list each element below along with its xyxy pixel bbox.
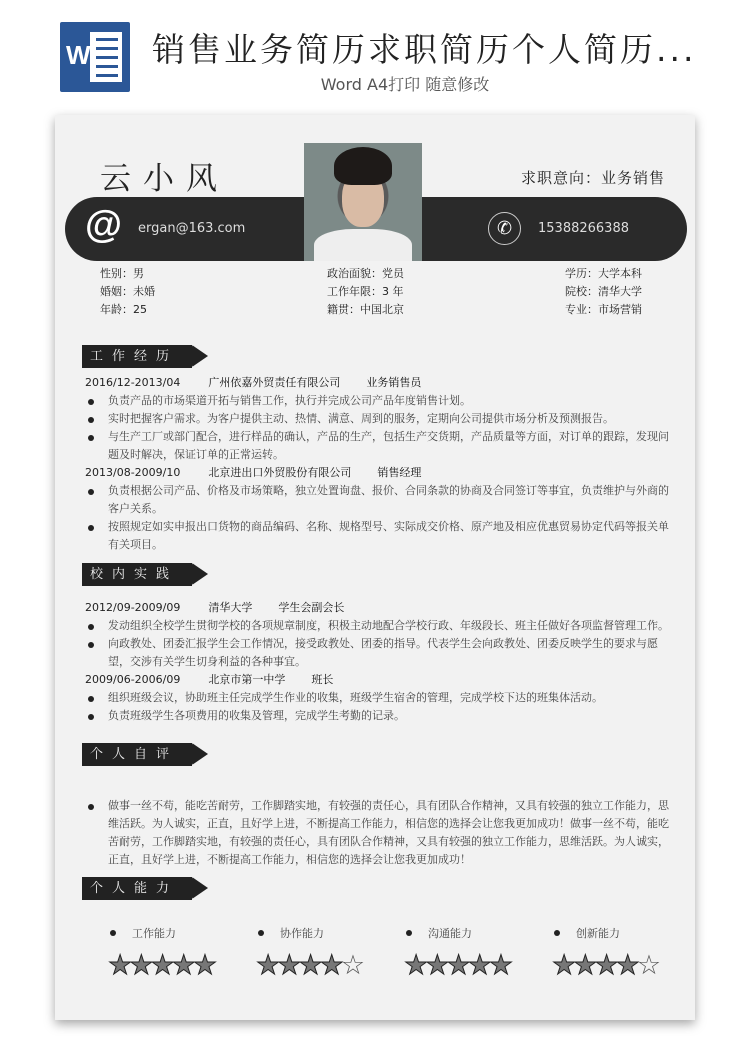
phone-text: 15388266388 [538,221,629,236]
entry-date: 2013/08-2009/10 [85,466,181,479]
info-political: 政治面貌：党员 [327,267,404,280]
entry-organization: 北京进出口外贸股份有限公司 [208,466,352,479]
info-school: 院校：清华大学 [565,285,642,298]
entry-organization: 北京市第一中学 [208,673,286,686]
section-work-title: 工作经历 [82,345,192,368]
star-filled-icon: ★ [171,950,193,981]
email-text: ergan@163.com [138,221,246,236]
entry-header [85,671,670,689]
info-gender: 性别：男 [100,267,144,280]
skill-item [406,925,546,979]
skill-label: 协作能力 [258,925,398,943]
star-filled-icon: ★ [615,950,637,981]
entry-bullet: 与生产工厂或部门配合，进行样品的确认，产品的生产，包括生产交货期，产品质量等方面，对订单的跟踪，发现问题及时解决，保证订单的正常运转。 [85,428,670,464]
skill-label: 创新能力 [554,925,694,943]
star-empty-icon: ☆ [636,950,659,981]
job-intent: 求职意向：业务销售 [520,169,665,187]
self-evaluation [85,797,670,869]
star-filled-icon: ★ [552,950,574,981]
entry-bullet: 组织班级会议，协助班主任完成学生作业的收集，班级学生宿舍的管理，完成学校下达的班集体活动。 [85,689,670,707]
entry-bullet: 向政教处、团委汇报学生会工作情况，接受政教处、团委的指导。代表学生会向政教处、团委反映学生的要求与愿望，交涉有关学生切身利益的各种事宜。 [85,635,670,671]
skill-item [554,925,694,979]
entry-bullet: 负责根据公司产品、价格及市场策略，独立处置询盘、报价、合同条款的协商及合同签订等事宜，负责维护与外商的客户关系。 [85,482,670,518]
star-filled-icon: ★ [446,950,468,981]
entry-role: 班长 [311,673,334,686]
section-skills-title: 个人能力 [82,877,192,900]
entry-role: 业务销售员 [366,376,422,389]
entry-bullet: 按照规定如实申报出口货物的商品编码、名称、规格型号、实际成交价格、原产地及相应优惠贸易协定代码等报关单有关项目。 [85,518,670,554]
school-practice [85,599,670,725]
skill-rating [404,950,546,981]
skill-item [258,925,398,979]
star-filled-icon: ★ [467,950,489,981]
skill-item [110,925,250,979]
star-empty-icon: ☆ [340,950,363,981]
star-filled-icon: ★ [573,950,595,981]
info-col-2 [327,265,404,319]
star-filled-icon: ★ [594,950,616,981]
document-subtitle: Word A4打印 随意修改 [320,75,490,94]
entry-bullet: 负责产品的市场渠道开拓与销售工作，执行并完成公司产品年度销售计划。 [85,392,670,410]
skill-rating [108,950,250,981]
info-years: 工作年限：3 年 [327,285,404,298]
star-filled-icon: ★ [298,950,320,981]
document-title: 销售业务简历求职简历个人简历... [152,30,697,69]
email-icon: @ [85,204,123,246]
star-filled-icon: ★ [425,950,447,981]
candidate-name: 云小风 [100,161,229,197]
star-filled-icon: ★ [277,950,299,981]
star-filled-icon: ★ [319,950,341,981]
skill-rating [552,950,694,981]
entry-date: 2012/09-2009/09 [85,601,181,614]
info-col-3 [565,265,642,319]
entry-date: 2009/06-2006/09 [85,673,181,686]
entry-header [85,599,670,617]
info-marital: 婚姻：未婚 [100,285,155,298]
work-experience [85,374,670,554]
entry-bullet: 负责班级学生各项费用的收集及管理，完成学生考勤的记录。 [85,707,670,725]
entry-header [85,464,670,482]
star-filled-icon: ★ [150,950,172,981]
entry-bullet: 实时把握客户需求。为客户提供主动、热情、满意、周到的服务，定期向公司提供市场分析及预测报告。 [85,410,670,428]
entry-role: 学生会副会长 [278,601,345,614]
self-evaluation-text: 做事一丝不苟，能吃苦耐劳，工作脚踏实地，有较强的责任心，具有团队合作精神，又具有较强的独立工作能力，思维活跃。为人诚实，正直，且好学上进，不断提高工作能力，相信您的选择会让您我更加成功！做事一丝不苟，能吃苦耐劳，工作脚踏实地，有较强的责任心，具有团队合作精神，又具有较强的独立工作能力，思维活跃。为人诚实，正直，且好学上进，不断提高工作能力，相信您的选择会让您我更加成功！ [85,797,670,869]
skill-label: 沟通能力 [406,925,546,943]
entry-role: 销售经理 [377,466,422,479]
info-age: 年龄：25 [100,303,147,316]
info-origin: 籍贯：中国北京 [327,303,404,316]
entry-organization: 清华大学 [208,601,253,614]
skill-rating [256,950,398,981]
entry-date: 2016/12-2013/04 [85,376,181,389]
star-filled-icon: ★ [192,950,215,981]
skill-label: 工作能力 [110,925,250,943]
profile-photo [304,143,422,261]
star-filled-icon: ★ [108,950,130,981]
star-filled-icon: ★ [129,950,151,981]
word-icon: W [60,22,130,92]
entry-bullet: 发动组织全校学生贯彻学校的各项规章制度，积极主动地配合学校行政、年级段长、班主任做好各项监督管理工作。 [85,617,670,635]
star-filled-icon: ★ [256,950,278,981]
section-self-title: 个人自评 [82,743,192,766]
section-school-title: 校内实践 [82,563,192,586]
star-filled-icon: ★ [404,950,426,981]
star-filled-icon: ★ [488,950,511,981]
info-major: 专业：市场营销 [565,303,642,316]
entry-organization: 广州依嘉外贸责任有限公司 [208,376,341,389]
info-col-1 [100,265,155,319]
phone-icon: ✆ [488,212,521,245]
entry-header [85,374,670,392]
info-degree: 学历：大学本科 [565,267,642,280]
